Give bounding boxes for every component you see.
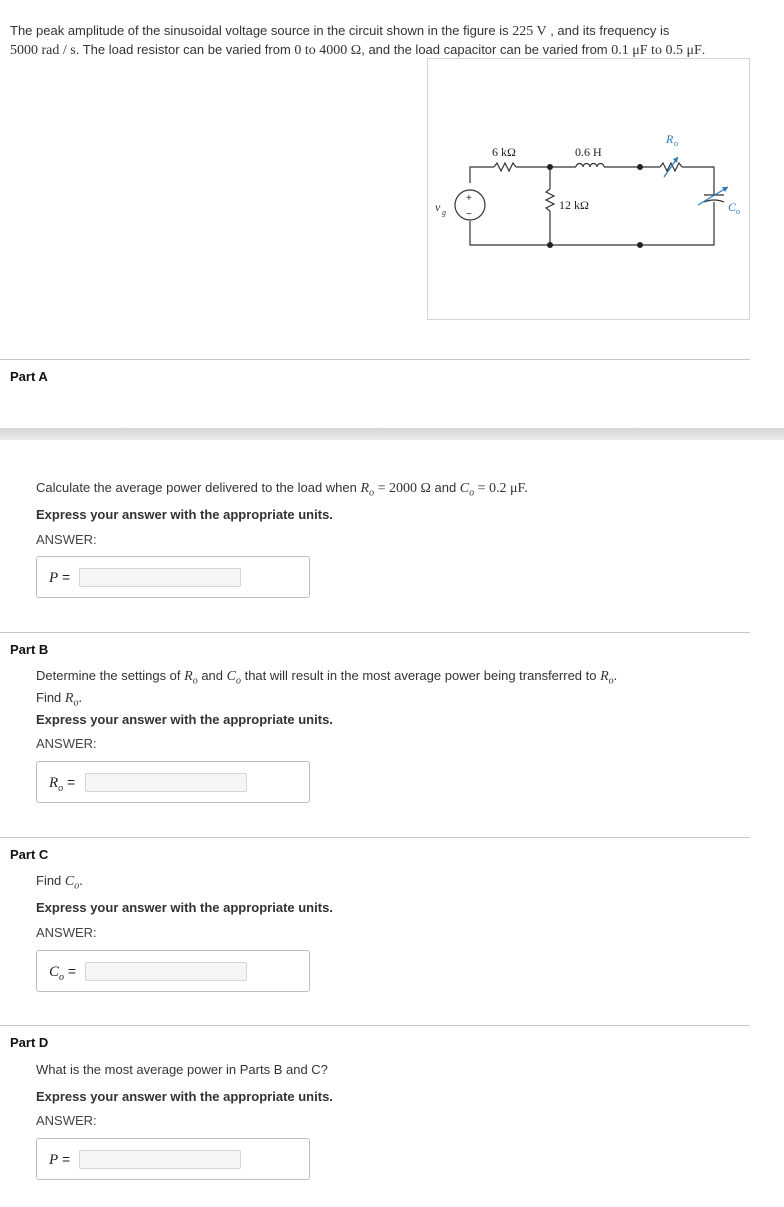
part-d-answer-input[interactable] (79, 1150, 241, 1169)
label-ro-sub: o (674, 139, 678, 148)
problem-statement (10, 22, 770, 60)
wire (682, 167, 714, 195)
label-l1: 0.6 H (575, 145, 602, 159)
source-plus: + (466, 193, 472, 204)
part-d-answer-label: ANSWER: (36, 1113, 97, 1128)
part-a-question: Calculate the average power delivered to the load when $R_o = 2000$ Ω and $C_o = 0.2$ μF. (36, 480, 528, 499)
part-d-title: Part D (10, 1035, 49, 1050)
part-b-answer-box (36, 761, 310, 803)
source-minus: − (466, 209, 472, 220)
label-r1: 6 kΩ (492, 145, 516, 159)
part-c-instruction: Express your answer with the appropriate units. (36, 900, 333, 915)
part-b-answer-input[interactable] (85, 773, 247, 792)
part-b-instruction: Express your answer with the appropriate units. (36, 712, 333, 727)
frequency-value: 5000 rad / s (10, 43, 76, 58)
label-r2: 12 kΩ (559, 198, 589, 212)
part-b-variable-label: $R_o$ = (49, 774, 76, 794)
part-c-answer-box (36, 950, 310, 992)
amplitude-value: 225 V (512, 24, 547, 39)
part-a-answer-label: ANSWER: (36, 532, 97, 547)
capacitor-plate-curved (704, 200, 724, 202)
section-divider (0, 632, 750, 633)
capacitor-range: 0.1 μF to 0.5 μF (611, 43, 702, 58)
intro-text-1: The peak amplitude of the sinusoidal voltage source in the circuit shown in the figure is (10, 23, 513, 38)
part-d-instruction: Express your answer with the appropriate units. (36, 1089, 333, 1104)
part-b-answer-label: ANSWER: (36, 736, 97, 751)
part-a-variable-label: P = (49, 569, 71, 586)
part-c-answer-label: ANSWER: (36, 925, 97, 940)
section-separator-band (0, 428, 784, 440)
part-c-title: Part C (10, 847, 49, 862)
part-b-title: Part B (10, 642, 49, 657)
intro-text-3: . The load resistor can be varied from (75, 42, 295, 57)
resistor-12k-symbol (546, 189, 554, 211)
section-divider (0, 359, 750, 360)
resistor-range: 0 to 4000 Ω (294, 43, 362, 58)
wire (470, 167, 494, 183)
part-a-answer-box (36, 556, 310, 598)
node-dot (547, 242, 553, 248)
node-dot (637, 242, 643, 248)
intro-text-4: , and the load capacitor can be varied from (361, 42, 612, 57)
inductor-symbol (576, 164, 604, 168)
intro-text-2: , and its frequency is (546, 23, 670, 38)
wire (640, 202, 714, 245)
part-d-answer-box (36, 1138, 310, 1180)
label-co: C (728, 200, 737, 214)
part-c-variable-label: $C_o$ = (49, 963, 77, 983)
section-divider (0, 1025, 750, 1026)
part-c-question: Find $C_o$. (36, 873, 83, 892)
part-d-variable-label: P = (49, 1151, 71, 1168)
label-ro: R (666, 132, 674, 146)
resistor-6k-symbol (494, 163, 516, 171)
circuit-figure (427, 58, 750, 320)
part-b-question: Determine the settings of $R_o$ and $C_o$ that will result in the most average power being transferred to $R_o$. Find $R_o$. (36, 668, 618, 709)
part-a-answer-input[interactable] (79, 568, 241, 587)
part-d-question: What is the most average power in Parts B and C? (36, 1062, 328, 1077)
part-c-answer-input[interactable] (85, 962, 247, 981)
part-a-title: Part A (10, 369, 48, 384)
label-vg: v (435, 200, 441, 214)
label-co-sub: o (736, 207, 740, 216)
circuit-diagram (428, 59, 751, 321)
label-vg-sub: g (442, 208, 446, 217)
part-a-instruction: Express your answer with the appropriate units. (36, 507, 333, 522)
node-dot (547, 164, 553, 170)
node-dot (637, 164, 643, 170)
wire (470, 221, 640, 245)
section-divider (0, 837, 750, 838)
intro-text-5: . (701, 42, 706, 57)
